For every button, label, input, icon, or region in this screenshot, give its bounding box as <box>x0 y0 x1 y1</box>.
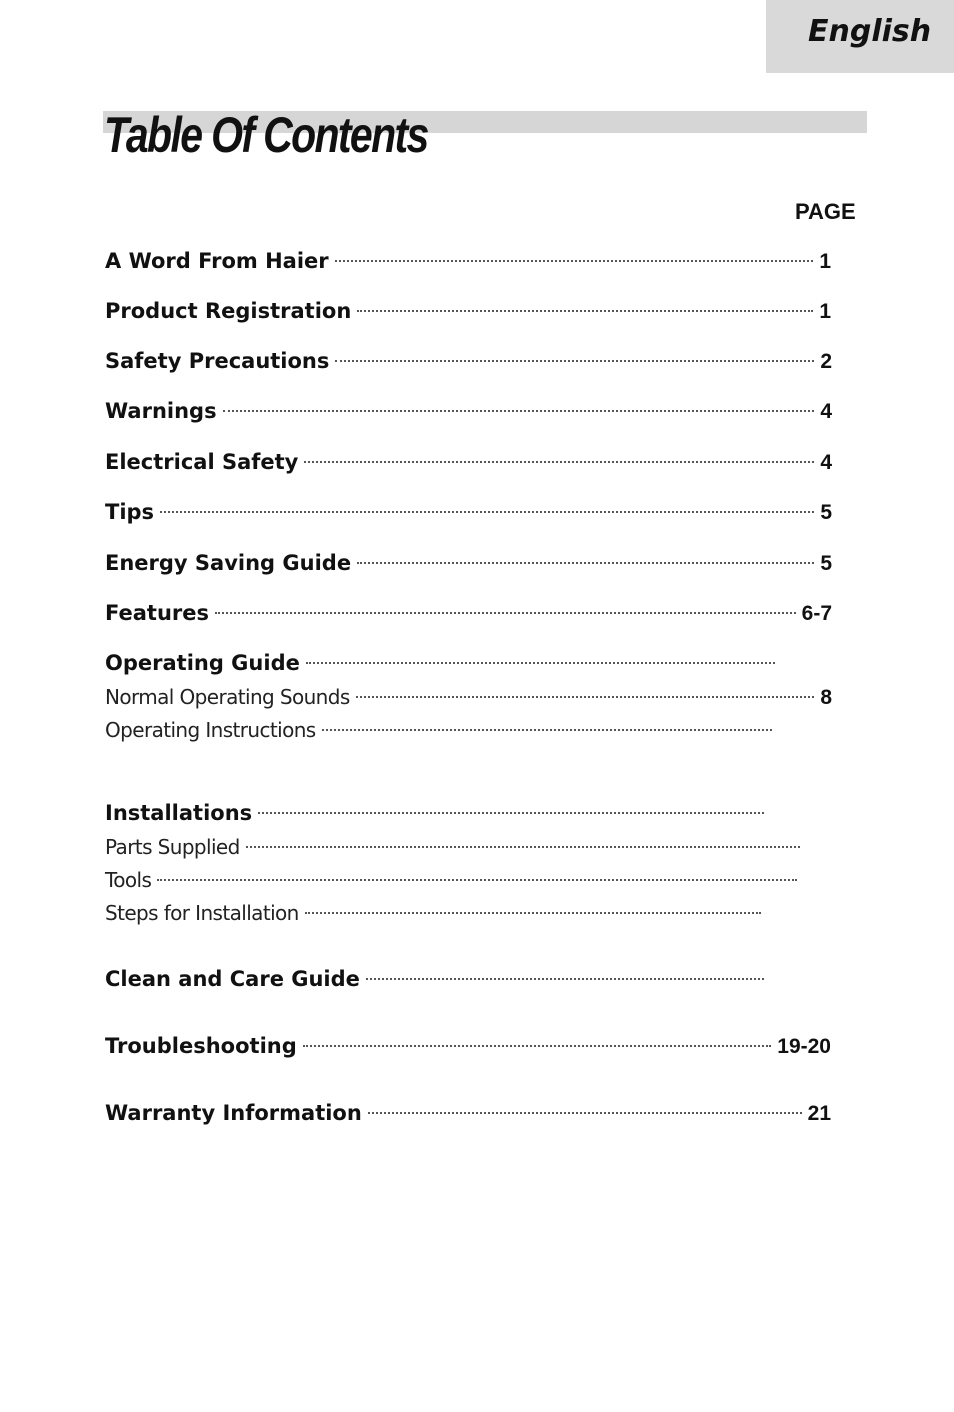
toc-entry-operating-guide[interactable] <box>105 647 781 679</box>
dot-leader <box>246 846 800 848</box>
toc-entry-label: Troubleshooting <box>105 1034 297 1058</box>
toc-entry-page: 21 <box>807 1102 831 1125</box>
dot-leader <box>322 729 772 731</box>
dot-leader <box>357 310 813 312</box>
toc-entry-page: 8 <box>820 686 832 709</box>
dot-leader <box>160 511 814 513</box>
toc-entry-page: 4 <box>820 451 832 474</box>
toc-entry-page: 1 <box>819 250 831 273</box>
toc-entry-tips[interactable] <box>105 496 832 528</box>
toc-entry-label: Steps for Installation <box>105 901 299 925</box>
dot-leader <box>258 812 764 814</box>
toc-entry-steps-for-installation[interactable] <box>105 897 767 929</box>
dot-leader <box>368 1112 802 1114</box>
toc-entry-label: Parts Supplied <box>105 835 240 859</box>
toc-entry-page: 6-7 <box>801 602 832 625</box>
dot-leader <box>305 912 761 914</box>
dot-leader <box>303 1045 772 1047</box>
page-title: Table Of Contents <box>104 107 428 163</box>
toc-entry-safety-precautions[interactable] <box>105 345 832 377</box>
toc-entry-label: Product Registration <box>105 299 352 323</box>
toc-entry-page: 2 <box>820 350 832 373</box>
toc-entry-label: Warnings <box>105 399 217 423</box>
toc-entry-product-registration[interactable] <box>105 295 831 327</box>
toc-entry-label: Energy Saving Guide <box>105 551 352 575</box>
toc-entry-electrical-safety[interactable] <box>105 446 832 478</box>
dot-leader <box>157 879 797 881</box>
toc-entry-warranty-information[interactable] <box>105 1097 831 1129</box>
toc-entry-label: Electrical Safety <box>105 450 299 474</box>
toc-entry-troubleshooting[interactable] <box>105 1030 831 1062</box>
language-tab[interactable] <box>766 0 954 73</box>
toc-entry-page: 4 <box>820 400 832 423</box>
toc-entry-a-word-from-haier[interactable] <box>105 245 831 277</box>
dot-leader <box>223 410 815 412</box>
toc-entry-label: Operating Instructions <box>105 718 316 742</box>
toc-entry-normal-operating-sounds[interactable] <box>105 681 832 713</box>
dot-leader <box>304 461 814 463</box>
toc-entry-page: 19-20 <box>777 1035 831 1058</box>
toc-entry-operating-instructions[interactable] <box>105 714 778 746</box>
toc-entry-label: Normal Operating Sounds <box>105 685 350 709</box>
toc-entry-label: Features <box>105 601 209 625</box>
toc-entry-label: Installations <box>105 801 253 825</box>
toc-entry-label: Warranty Information <box>105 1101 362 1125</box>
dot-leader <box>357 562 814 564</box>
toc-entry-label: A Word From Haier <box>105 249 329 273</box>
toc-entry-page: 5 <box>820 552 832 575</box>
toc-entry-page: 1 <box>819 300 831 323</box>
dot-leader <box>335 260 814 262</box>
dot-leader <box>356 696 815 698</box>
toc-entry-tools[interactable] <box>105 864 803 896</box>
toc-entry-features[interactable] <box>105 597 832 629</box>
language-tab-label: English <box>808 14 932 49</box>
toc-entry-energy-saving-guide[interactable] <box>105 547 832 579</box>
toc-entry-warnings[interactable] <box>105 395 832 427</box>
dot-leader <box>306 662 775 664</box>
toc-entry-label: Tools <box>105 868 152 892</box>
toc-entry-label: Safety Precautions <box>105 349 330 373</box>
toc-entry-label: Tips <box>105 500 155 524</box>
toc-entry-label: Operating Guide <box>105 651 300 675</box>
toc-entry-clean-and-care-guide[interactable] <box>105 963 770 995</box>
page-column-header: PAGE <box>795 199 856 224</box>
dot-leader <box>366 978 764 980</box>
toc-entry-page: 5 <box>820 501 832 524</box>
toc-entry-label: Clean and Care Guide <box>105 967 360 991</box>
toc-entry-installations[interactable] <box>105 797 770 829</box>
toc-entry-parts-supplied[interactable] <box>105 831 806 863</box>
dot-leader <box>335 360 814 362</box>
dot-leader <box>215 612 796 614</box>
